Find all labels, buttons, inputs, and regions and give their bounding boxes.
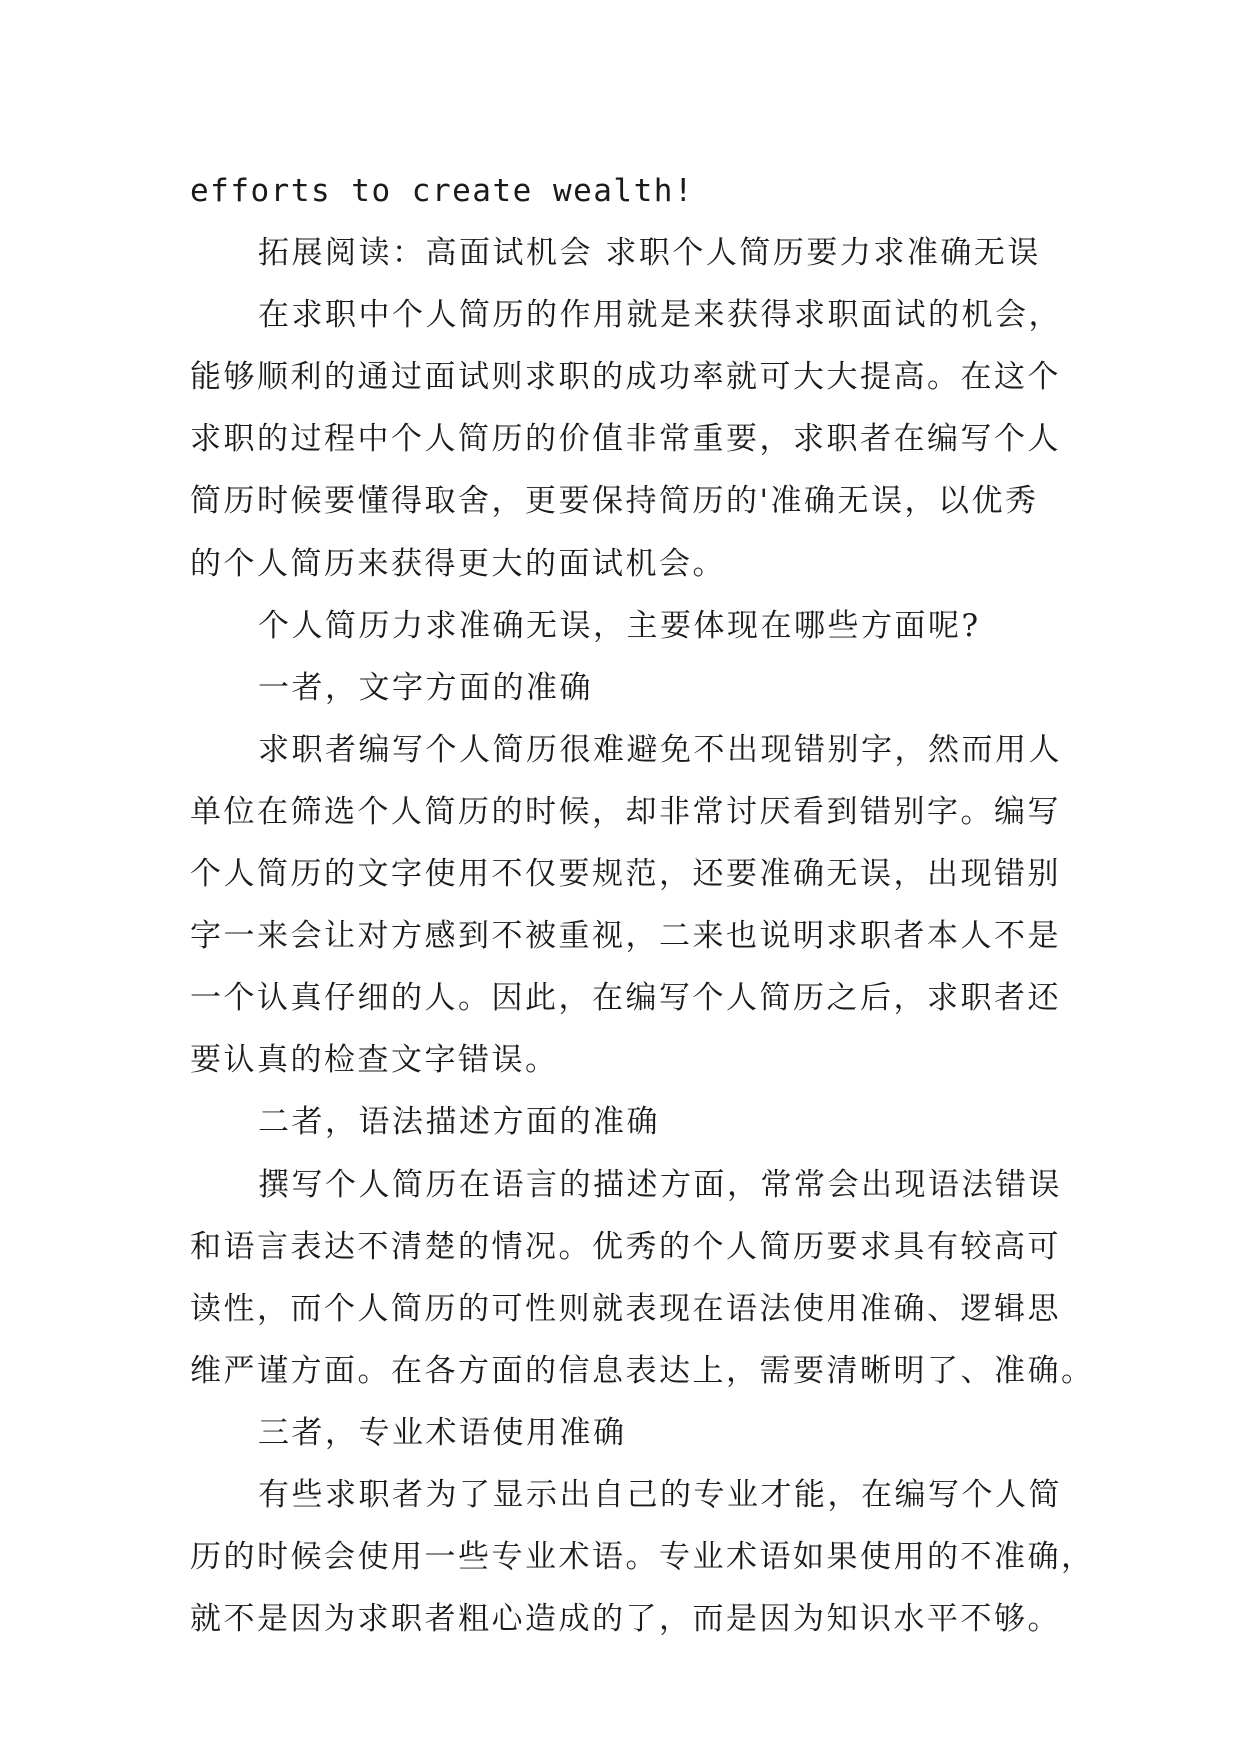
text-line: 求职的过程中个人简历的价值非常重要，求职者在编写个人	[190, 421, 1061, 458]
text-line: 一个认真仔细的人。因此，在编写个人简历之后，求职者还	[190, 980, 1061, 1017]
paragraph-start: 有些求职者为了显示出自己的专业才能，在编写个人简	[258, 1476, 1062, 1513]
section-heading: 二者，语法描述方面的准确	[258, 1104, 660, 1141]
paragraph-start: 求职者编写个人简历很难避免不出现错别字，然而用人	[258, 731, 1062, 768]
text-line: 要认真的检查文字错误。	[190, 1042, 559, 1079]
text-line: 能够顺利的通过面试则求职的成功率就可大大提高。在这个	[190, 359, 1061, 396]
text-line: 和语言表达不清楚的情况。优秀的个人简历要求具有较高可	[190, 1228, 1061, 1265]
text-line: 字一来会让对方感到不被重视，二来也说明求职者本人不是	[190, 918, 1061, 955]
document-body	[190, 160, 1095, 1650]
text-line: 维严谨方面。在各方面的信息表达上，需要清晰明了、准确。	[190, 1352, 1095, 1389]
section-heading: 三者，专业术语使用准确	[258, 1414, 627, 1451]
text-line: efforts to create wealth!	[190, 173, 695, 209]
text-line: 个人简历的文字使用不仅要规范，还要准确无误，出现错别	[190, 856, 1061, 893]
text-line: 读性，而个人简历的可性则就表现在语法使用准确、逻辑思	[190, 1290, 1061, 1327]
text-line: 简历时候要懂得取舍，更要保持简历的'准确无误，以优秀	[190, 483, 1039, 520]
text-line: 的个人简历来获得更大的面试机会。	[190, 545, 726, 582]
text-line: 拓展阅读：高面试机会 求职个人简历要力求准确无误	[258, 235, 1041, 272]
paragraph-start: 撰写个人简历在语言的描述方面，常常会出现语法错误	[258, 1166, 1062, 1203]
text-line: 就不是因为求职者粗心造成的了，而是因为知识水平不够。	[190, 1601, 1061, 1638]
section-heading: 一者，文字方面的准确	[258, 669, 593, 706]
paragraph-start: 在求职中个人简历的作用就是来获得求职面试的机会，	[258, 297, 1062, 334]
text-line: 历的时候会使用一些专业术语。专业术语如果使用的不准确，	[190, 1539, 1095, 1576]
text-line: 单位在筛选个人简历的时候，却非常讨厌看到错别字。编写	[190, 793, 1061, 830]
text-line: 个人简历力求准确无误，主要体现在哪些方面呢?	[258, 607, 981, 644]
